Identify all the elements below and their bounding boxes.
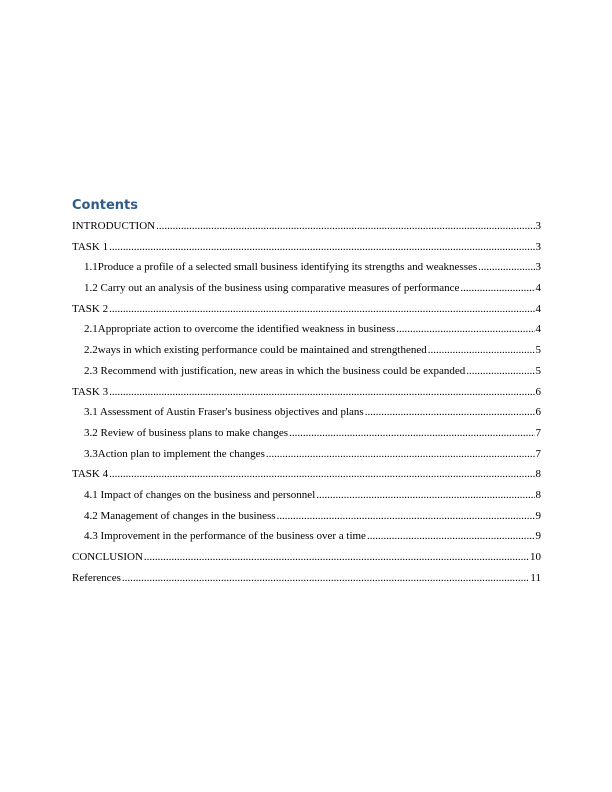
dot-leader: [144, 547, 529, 568]
dot-leader: [109, 464, 534, 485]
toc-entry-references[interactable]: [72, 568, 541, 589]
toc-entry-3-1[interactable]: [72, 402, 541, 423]
toc-entry-text: TASK 4: [72, 468, 109, 481]
dot-leader: [109, 237, 534, 258]
toc-entry-page: 4: [535, 302, 541, 315]
toc-entry-page: 8: [535, 468, 541, 481]
dot-leader: [156, 216, 534, 237]
toc-entry-text: CONCLUSION: [72, 551, 143, 563]
toc-entry-text: 2.2ways in which existing performance could be maintained and strengthened: [84, 344, 427, 357]
toc-entry-text: 1.1Produce a profile of a selected small business identifying its strengths and weaknesses: [84, 261, 478, 274]
toc-entry-text: TASK 1: [72, 240, 109, 253]
dot-leader: [367, 526, 535, 547]
toc-entry-page: 9: [535, 530, 541, 543]
toc-entry-text: 2.1Appropriate action to overcome the identified weakness in business: [84, 323, 396, 336]
toc-entry-page: 4: [535, 323, 541, 336]
toc-entry-page: 3: [535, 220, 541, 232]
toc-entry-page: 9: [535, 509, 541, 522]
toc-entry-text: 3.2 Review of business plans to make changes: [84, 426, 289, 439]
toc-entry-page: 10: [530, 551, 541, 563]
dot-leader: [365, 402, 535, 423]
toc-entry-1-1[interactable]: [72, 257, 541, 278]
toc-entry-task-4[interactable]: [72, 464, 541, 485]
toc-entry-page: 11: [530, 571, 541, 584]
toc-entry-page: 5: [535, 344, 541, 357]
dot-leader: [428, 340, 535, 361]
toc-entry-task-1[interactable]: [72, 237, 541, 258]
toc-entry-2-1[interactable]: [72, 319, 541, 340]
toc-entry-page: 4: [535, 282, 541, 295]
toc-entry-text: 4.3 Improvement in the performance of the business over a time: [84, 530, 366, 543]
toc-entry-3-3[interactable]: [72, 444, 541, 465]
dot-leader: [478, 257, 534, 278]
toc-entry-text: 3.1 Assessment of Austin Fraser's business objectives and plans: [84, 406, 364, 419]
dot-leader: [109, 382, 534, 403]
toc-entry-text: INTRODUCTION: [72, 220, 156, 232]
toc-entry-text: References: [72, 571, 121, 584]
toc-entry-page: 7: [535, 447, 541, 460]
toc-entry-page: 5: [535, 364, 541, 377]
toc-entry-page: 6: [535, 406, 541, 419]
dot-leader: [266, 444, 535, 465]
toc-entry-page: 8: [535, 488, 541, 501]
toc-entry-3-2[interactable]: [72, 423, 541, 444]
toc-entry-text: TASK 3: [72, 385, 109, 398]
dot-leader: [277, 506, 535, 527]
toc-entry-text: 2.3 Recommend with justification, new areas in which the business could be expanded: [84, 364, 466, 377]
toc-entry-conclusion[interactable]: [72, 547, 541, 568]
toc-entry-text: 4.1 Impact of changes on the business and personnel: [84, 488, 316, 501]
dot-leader: [289, 423, 534, 444]
toc-entry-4-2[interactable]: [72, 506, 541, 527]
dot-leader: [466, 361, 534, 382]
toc-entry-task-2[interactable]: [72, 299, 541, 320]
dot-leader: [396, 319, 534, 340]
toc-entry-text: 3.3Action plan to implement the changes: [84, 447, 265, 460]
table-of-contents: [72, 216, 541, 588]
toc-entry-2-3[interactable]: [72, 361, 541, 382]
toc-entry-4-1[interactable]: [72, 485, 541, 506]
toc-entry-introduction[interactable]: [72, 216, 541, 237]
toc-entry-page: 3: [535, 240, 541, 253]
toc-entry-page: 7: [535, 426, 541, 439]
toc-entry-text: TASK 2: [72, 302, 109, 315]
toc-entry-task-3[interactable]: [72, 382, 541, 403]
toc-entry-page: 3: [535, 261, 541, 274]
dot-leader: [460, 278, 534, 299]
toc-entry-text: 4.2 Management of changes in the business: [84, 509, 276, 522]
toc-heading: Contents: [72, 198, 138, 213]
toc-entry-page: 6: [535, 385, 541, 398]
dot-leader: [316, 485, 534, 506]
dot-leader: [109, 299, 534, 320]
toc-entry-4-3[interactable]: [72, 526, 541, 547]
toc-entry-text: 1.2 Carry out an analysis of the business using comparative measures of performance: [84, 282, 460, 295]
dot-leader: [122, 568, 530, 589]
toc-entry-1-2[interactable]: [72, 278, 541, 299]
toc-entry-2-2[interactable]: [72, 340, 541, 361]
